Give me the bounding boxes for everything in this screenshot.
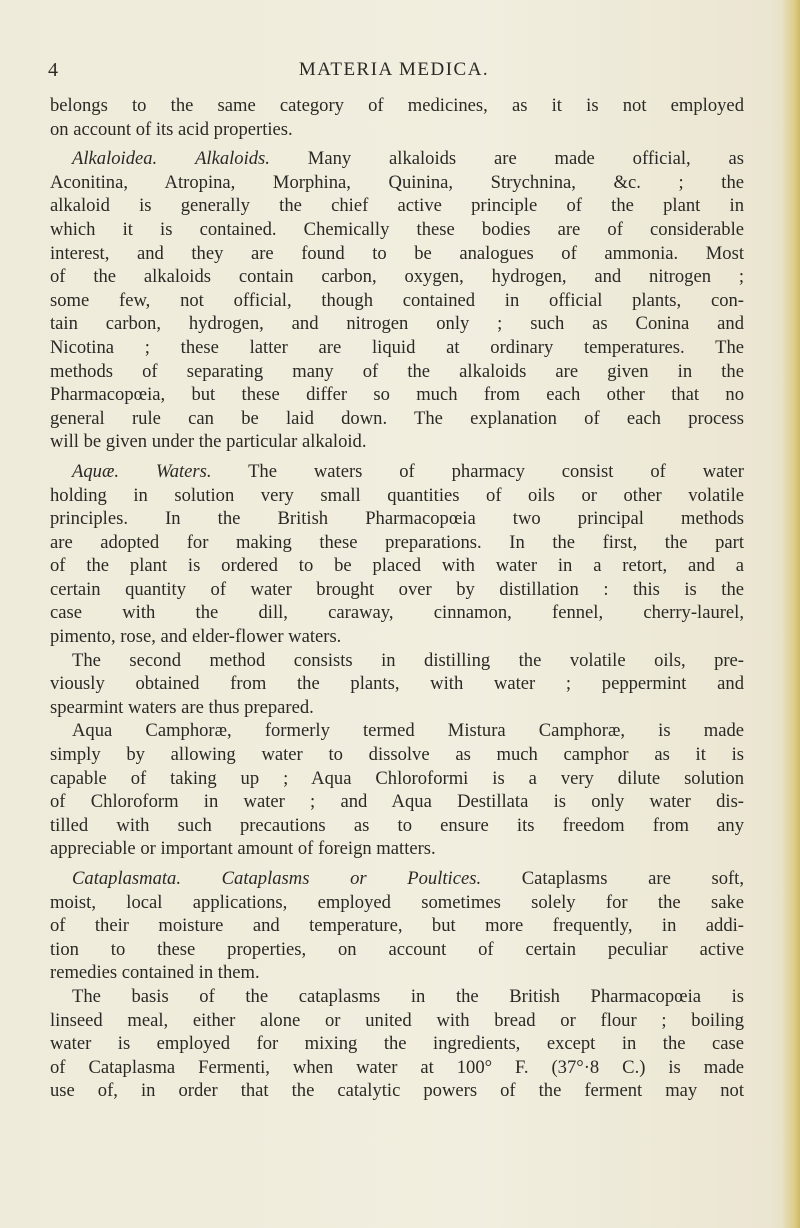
text-line	[50, 460, 744, 484]
text-segment: holding in solution very small quantities of oils or other volatile	[50, 484, 744, 506]
text-line	[50, 147, 744, 171]
italic-heading: Waters.	[155, 460, 212, 482]
text-line	[50, 938, 744, 962]
text-segment: Aqua Camphoræ, formerly termed Mistura Camphoræ, is made	[72, 720, 744, 742]
text-line	[50, 961, 744, 985]
text-segment: of Cataplasma Fermenti, when water at 100° F. (37°·8 C.) is made	[50, 1056, 744, 1078]
text-line	[50, 743, 744, 767]
text-segment: Many alkaloids are made official, as	[269, 148, 744, 170]
italic-heading: Aquæ.	[72, 460, 120, 482]
text-segment: moist, local applications, employed sometimes solely for the sake	[50, 891, 744, 913]
page-number: 4	[48, 59, 58, 81]
text-segment: Aconitina, Atropina, Morphina, Quinina, Strychnina, &c. ; the	[50, 171, 744, 193]
italic-heading: Cataplasms or Poultices.	[221, 868, 482, 889]
text-line	[50, 814, 744, 838]
text-segment: interest, and they are found to be analogues of ammonia. Most	[50, 242, 744, 264]
text-segment: tain carbon, hydrogen, and nitrogen only ; such as Conina and	[50, 313, 744, 335]
text-line	[50, 625, 744, 649]
text-line	[50, 696, 744, 720]
text-line	[50, 867, 744, 891]
page-edge-shadow	[782, 0, 800, 1228]
body-text	[50, 94, 744, 1103]
italic-heading: Cataplasmata.	[72, 868, 181, 889]
text-line	[50, 578, 744, 602]
text-line	[50, 383, 744, 407]
text-line	[50, 985, 744, 1009]
text-segment: principles. In the British Pharmacopœia two principal methods	[50, 508, 744, 530]
text-line	[50, 289, 744, 313]
text-segment: of their moisture and temperature, but more frequently, in addi-	[50, 915, 744, 937]
text-line	[50, 242, 744, 266]
text-line	[50, 767, 744, 791]
text-segment: pimento, rose, and elder-flower waters.	[50, 626, 342, 648]
text-line	[50, 194, 744, 218]
text-line	[50, 484, 744, 508]
text-line	[50, 1079, 744, 1103]
text-segment: Pharmacopœia, but these differ so much from each other that no	[50, 384, 744, 406]
text-segment: some few, not official, though contained in official plants, con-	[50, 289, 744, 311]
text-line	[50, 171, 744, 195]
text-segment: will be given under the particular alkaloid.	[50, 431, 367, 453]
text-line	[50, 265, 744, 289]
text-segment: use of, in order that the catalytic powers of the ferment may not	[50, 1080, 744, 1102]
text-segment: Cataplasms are soft,	[481, 868, 744, 889]
text-segment: of the alkaloids contain carbon, oxygen, hydrogen, and nitrogen ;	[50, 266, 744, 288]
text-segment: which it is contained. Chemically these bodies are of considerable	[50, 218, 744, 240]
text-line	[50, 336, 744, 360]
text-line	[50, 218, 744, 242]
text-segment	[181, 868, 222, 889]
text-segment: tilled with such precautions as to ensure its freedom from any	[50, 814, 744, 836]
text-segment: tion to these properties, on account of certain peculiar active	[50, 938, 744, 960]
page-header	[48, 59, 740, 85]
text-segment: The basis of the cataplasms in the British Pharmacopœia is	[72, 985, 744, 1007]
text-line	[50, 507, 744, 531]
text-segment: certain quantity of water brought over by distillation : this is the	[50, 578, 744, 600]
text-segment: on account of its acid properties.	[50, 118, 293, 140]
italic-heading: Alkaloidea.	[72, 148, 158, 170]
text-segment: spearmint waters are thus prepared.	[50, 696, 314, 718]
text-segment: viously obtained from the plants, with water ; peppermint and	[50, 673, 744, 695]
text-segment: simply by allowing water to dissolve as much camphor as it is	[50, 744, 744, 766]
text-segment: case with the dill, caraway, cinnamon, fennel, cherry-laurel,	[50, 602, 744, 624]
text-line	[50, 531, 744, 555]
text-line	[50, 719, 744, 743]
text-segment	[119, 461, 156, 482]
text-line	[50, 1032, 744, 1056]
text-line	[50, 914, 744, 938]
text-line	[50, 430, 744, 454]
text-segment: linseed meal, either alone or united with bread or flour ; boiling	[50, 1009, 744, 1031]
text-segment: of the plant is ordered to be placed with water in a retort, and a	[50, 555, 744, 577]
text-segment: appreciable or important amount of foreign matters.	[50, 838, 436, 860]
text-segment: are adopted for making these preparations. In the first, the part	[50, 531, 744, 553]
text-line	[50, 312, 744, 336]
text-segment: capable of taking up ; Aqua Chloroformi is a very dilute solution	[50, 767, 744, 789]
italic-heading: Alkaloids.	[195, 148, 270, 170]
text-line	[50, 1009, 744, 1033]
text-segment: belongs to the same category of medicines, as it is not employed	[50, 95, 744, 116]
text-segment: water is employed for mixing the ingredients, except in the case	[50, 1033, 744, 1055]
text-line	[50, 360, 744, 384]
text-line	[50, 672, 744, 696]
text-line	[50, 837, 744, 861]
text-line	[50, 601, 744, 625]
running-head: MATERIA MEDICA.	[298, 59, 490, 80]
text-segment: general rule can be laid down. The explanation of each process	[50, 407, 744, 429]
text-segment: methods of separating many of the alkaloids are given in the	[50, 360, 744, 382]
text-line	[50, 1056, 744, 1080]
text-segment: of Chloroform in water ; and Aqua Destillata is only water dis-	[50, 791, 744, 813]
text-line	[50, 790, 744, 814]
text-line	[50, 407, 744, 431]
text-segment: Nicotina ; these latter are liquid at ordinary temperatures. The	[50, 336, 744, 358]
text-segment: The second method consists in distilling the volatile oils, pre-	[72, 649, 744, 671]
text-segment: The waters of pharmacy consist of water	[211, 460, 744, 482]
text-segment: remedies contained in them.	[50, 962, 260, 984]
text-line	[50, 118, 744, 142]
text-line	[50, 649, 744, 673]
text-line	[50, 94, 744, 118]
text-segment	[157, 148, 195, 169]
text-segment: alkaloid is generally the chief active principle of the plant in	[50, 195, 744, 217]
text-line	[50, 891, 744, 915]
text-line	[50, 554, 744, 578]
